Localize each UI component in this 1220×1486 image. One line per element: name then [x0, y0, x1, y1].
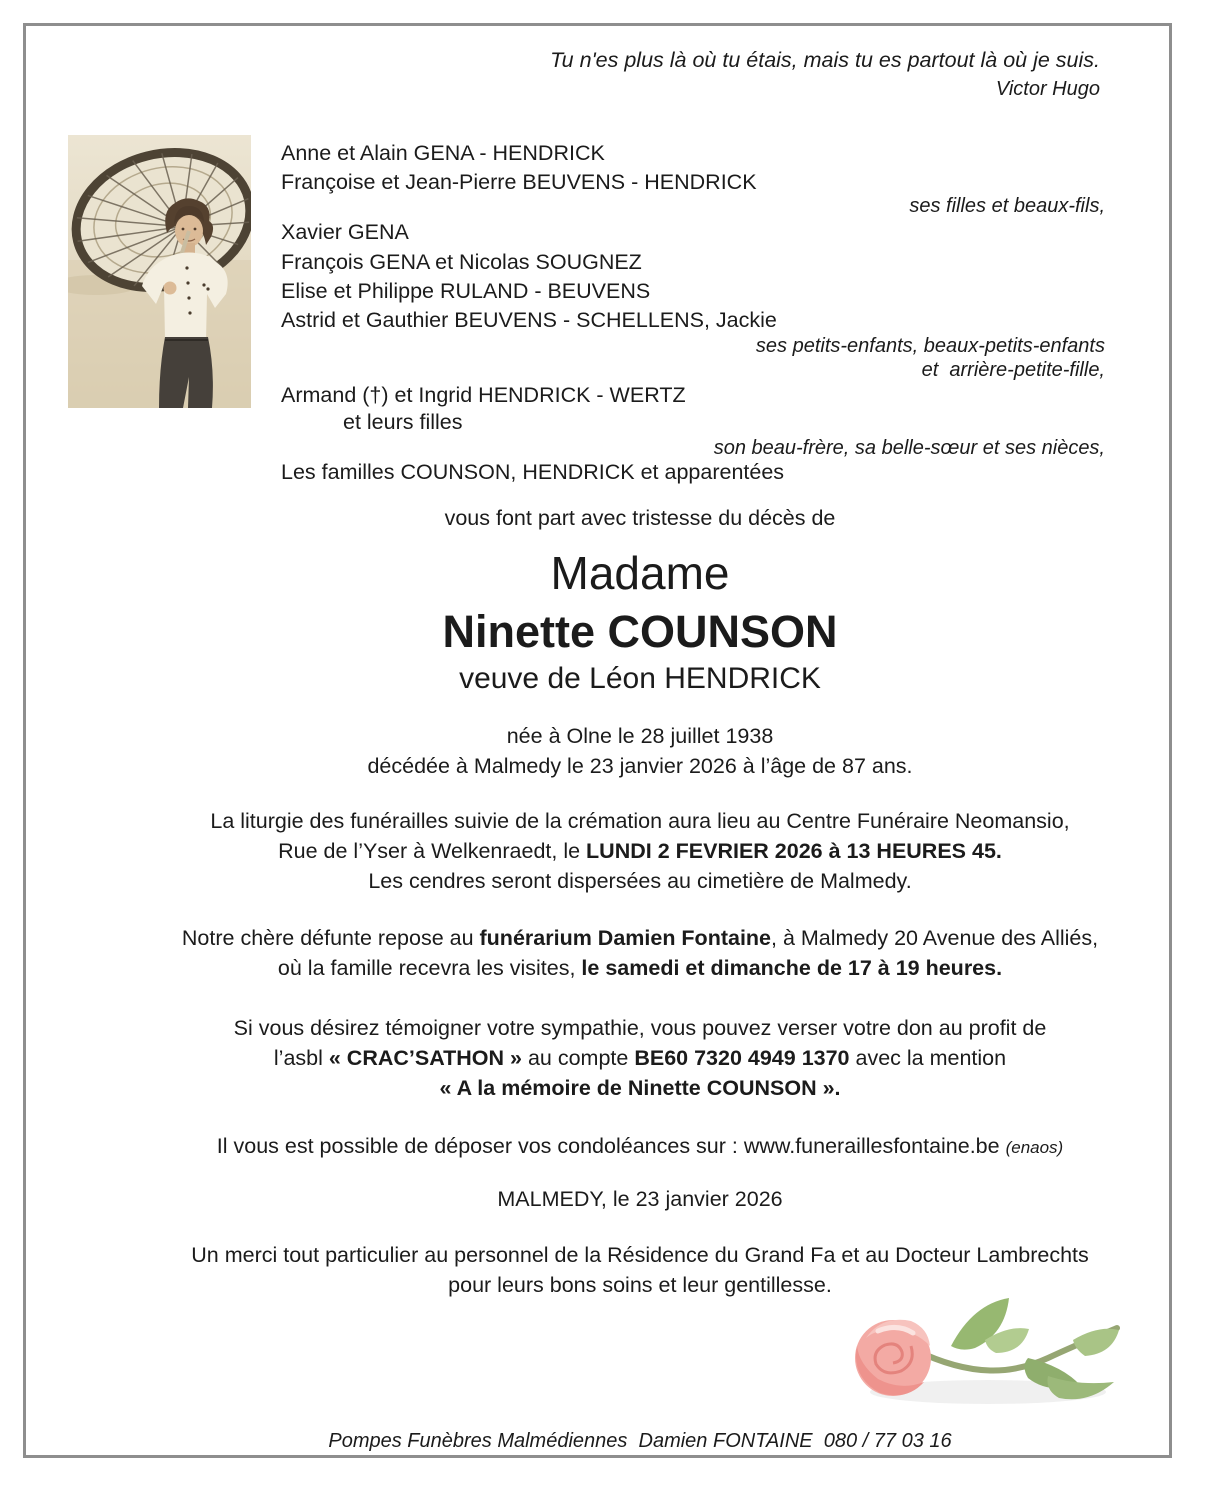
family-line: Astrid et Gauthier BEUVENS - SCHELLENS, Jackie	[281, 308, 777, 332]
ceremony-paragraph	[90, 806, 1190, 896]
deceased-relation: veuve de Léon HENDRICK	[459, 662, 821, 695]
donation-line2-suffix: avec la mention	[849, 1046, 1007, 1070]
family-relation-label: son beau-frère, sa belle-sœur et ses nièces,	[713, 437, 1105, 459]
portrait-photo	[68, 135, 251, 408]
repose-paragraph	[90, 923, 1190, 983]
donation-paragraph	[90, 1013, 1190, 1103]
quote-block	[550, 46, 1100, 104]
repose-line1-prefix: Notre chère défunte repose au	[181, 926, 480, 950]
ceremony-line2-prefix: Rue de l’Yser à Welkenraedt, le	[278, 839, 587, 863]
condolences-note: (enaos)	[1005, 1138, 1064, 1157]
repose-line2-prefix: où la famille recevra les visites,	[277, 956, 582, 980]
repose-line1	[90, 923, 1190, 953]
donation-line3	[90, 1073, 1190, 1103]
family-line: Anne et Alain GENA - HENDRICK	[281, 141, 605, 165]
family-relation-label: ses petits-enfants, beaux-petits-enfants	[755, 335, 1105, 357]
rose-icon	[823, 1286, 1123, 1426]
condolences-text: Il vous est possible de déposer vos condoléances sur : www.funeraillesfontaine.be	[216, 1134, 1006, 1158]
family-line: Armand (†) et Ingrid HENDRICK - WERTZ	[281, 383, 686, 407]
ceremony-date-bold: LUNDI 2 FEVRIER 2026 à 13 HEURES 45.	[586, 839, 1002, 863]
donation-line1: Si vous désirez témoigner votre sympathie, vous pouvez verser votre don au profit de	[233, 1016, 1047, 1040]
family-list	[281, 141, 1105, 486]
family-line: Les familles COUNSON, HENDRICK et apparentées	[281, 460, 785, 484]
ceremony-line3: Les cendres seront dispersées au cimetière de Malmedy.	[368, 869, 912, 893]
funeral-home-footer: Pompes Funèbres Malmédiennes Damien FONTAINE 080 / 77 03 16	[328, 1430, 952, 1452]
portrait-photo-illustration	[68, 135, 251, 408]
repose-line2	[90, 953, 1190, 983]
donation-line2	[90, 1043, 1190, 1073]
memorial-mention-bold: « A la mémoire de Ninette COUNSON ».	[439, 1076, 841, 1100]
family-line: Françoise et Jean-Pierre BEUVENS - HENDRICK	[281, 170, 757, 194]
vitals-block	[90, 721, 1190, 781]
donation-line2-prefix: l’asbl	[273, 1046, 329, 1070]
ceremony-line2	[90, 836, 1190, 866]
account-number-bold: BE60 7320 4949 1370	[634, 1046, 850, 1070]
family-line: et leurs filles	[343, 410, 463, 434]
family-relation-label: et arrière-petite-fille,	[921, 359, 1105, 381]
family-line: François GENA et Nicolas SOUGNEZ	[281, 250, 642, 274]
ceremony-line1: La liturgie des funérailles suivie de la crémation aura lieu au Centre Funéraire Neomansio,	[210, 809, 1070, 833]
rose-illustration	[823, 1286, 1123, 1431]
quote-author: Victor Hugo	[995, 78, 1100, 100]
visit-hours-bold: le samedi et dimanche de 17 à 19 heures.	[581, 956, 1003, 980]
announcement-line: vous font part avec tristesse du décès de	[444, 506, 836, 530]
quote-text: Tu n'es plus là où tu étais, mais tu es partout là où je suis.	[550, 48, 1100, 72]
family-line: Xavier GENA	[281, 220, 409, 244]
repose-line1-suffix: , à Malmedy 20 Avenue des Alliés,	[771, 926, 1099, 950]
funeral-home-bold: funérarium Damien Fontaine	[479, 926, 772, 950]
condolences-line	[90, 1131, 1190, 1163]
thanks-line1: Un merci tout particulier au personnel de la Résidence du Grand Fa et au Docteur Lambrechts	[191, 1243, 1089, 1267]
family-line: Elise et Philippe RULAND - BEUVENS	[281, 279, 651, 303]
dateline: MALMEDY, le 23 janvier 2026	[497, 1187, 783, 1211]
thanks-line2: pour leurs bons soins et leur gentillesse.	[448, 1273, 832, 1297]
deceased-name: Ninette COUNSON	[442, 606, 838, 657]
donation-line2-mid: au compte	[521, 1046, 635, 1070]
birth-line: née à Olne le 28 juillet 1938	[506, 724, 774, 748]
charity-name-bold: « CRAC’SATHON »	[328, 1046, 522, 1070]
deceased-title: Madame	[550, 547, 730, 599]
death-line: décédée à Malmedy le 23 janvier 2026 à l’âge de 87 ans.	[367, 754, 913, 778]
family-relation-label: ses filles et beaux-fils,	[909, 195, 1105, 217]
